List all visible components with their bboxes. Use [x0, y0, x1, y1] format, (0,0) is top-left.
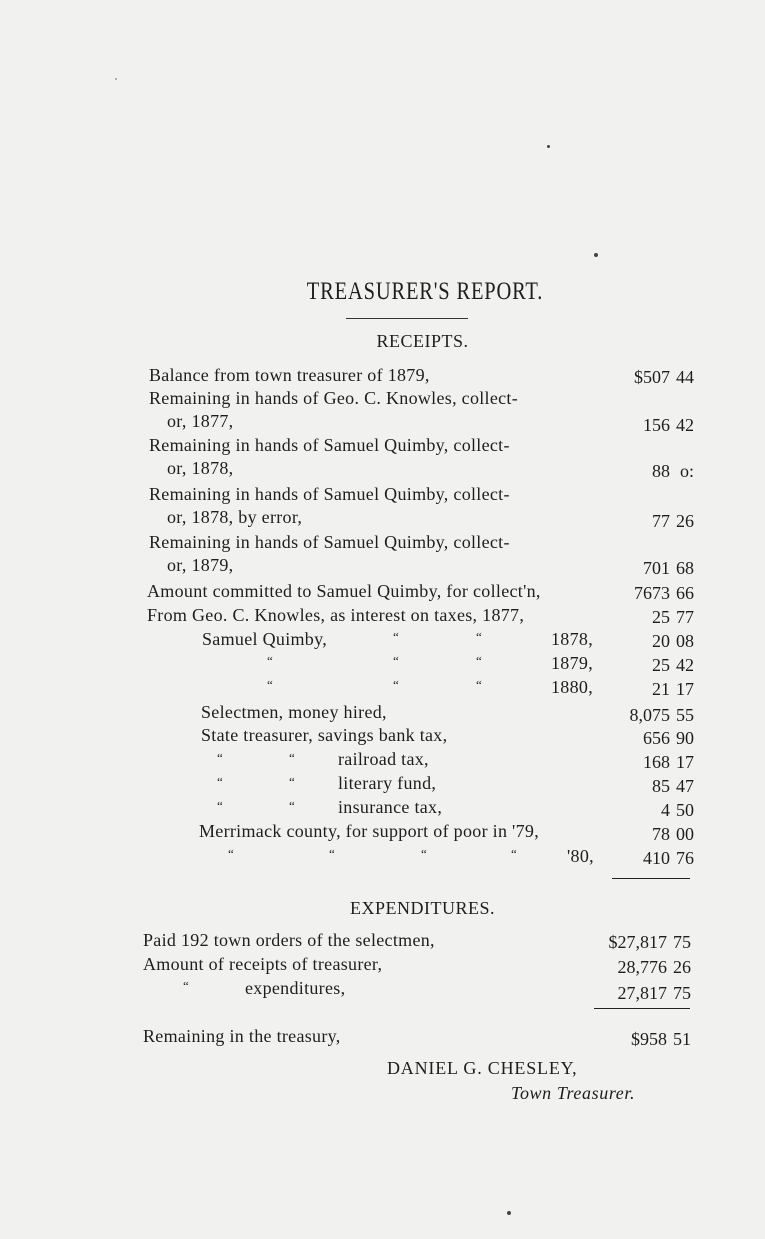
expenditure-amount: $27,817 75 — [608, 932, 691, 952]
receipt-amount: 410 76 — [643, 848, 694, 868]
ditto-mark: “ — [289, 750, 295, 765]
ditto-mark: “ — [393, 653, 399, 668]
ditto-mark: “ — [217, 750, 223, 765]
ditto-mark: “ — [183, 978, 189, 993]
receipt-line: 1879, — [551, 653, 593, 673]
receipt-amount: 78 00 — [652, 824, 694, 844]
remaining-label: Remaining in the treasury, — [143, 1026, 341, 1046]
ditto-mark: “ — [393, 677, 399, 692]
receipt-line: '80, — [567, 846, 594, 866]
expenditure-amount: 27,817 75 — [617, 983, 691, 1003]
expenditure-amount: 28,776 26 — [617, 957, 691, 977]
paper-speck — [594, 253, 598, 257]
ditto-mark: “ — [267, 677, 273, 692]
receipt-amount: 156 42 — [643, 415, 694, 435]
receipt-line: Selectmen, money hired, — [201, 702, 387, 722]
ditto-mark: “ — [421, 846, 427, 861]
title-rule — [346, 318, 468, 319]
receipt-line: From Geo. C. Knowles, as interest on taxes, 1877, — [147, 605, 525, 625]
signature-role: Town Treasurer. — [511, 1083, 636, 1103]
receipt-amount: 4 50 — [661, 800, 694, 820]
receipt-line: 1880, — [551, 677, 593, 697]
receipt-amount: 25 77 — [652, 607, 694, 627]
receipt-line: 1878, — [551, 629, 593, 649]
receipt-line: or, 1878, — [167, 458, 234, 478]
ditto-mark: “ — [289, 798, 295, 813]
receipts-heading: RECEIPTS. — [376, 331, 469, 351]
receipt-line: insurance tax, — [338, 797, 443, 817]
receipt-amount: 8,075 55 — [629, 705, 694, 725]
receipt-line: literary fund, — [338, 773, 437, 793]
receipt-line: Samuel Quimby, — [202, 629, 328, 649]
receipt-line: Merrimack county, for support of poor in '79, — [199, 821, 540, 841]
page-title: TREASURER'S REPORT. — [306, 278, 544, 305]
receipt-line: Balance from town treasurer of 1879, — [149, 365, 430, 385]
receipt-line: Remaining in hands of Samuel Quimby, collect- — [149, 435, 510, 455]
paper-speck — [507, 1211, 511, 1215]
ditto-mark: “ — [476, 677, 482, 692]
ditto-mark: “ — [217, 798, 223, 813]
receipt-amount: 77 26 — [652, 511, 694, 531]
receipt-line: or, 1878, by error, — [167, 507, 303, 527]
ditto-mark: “ — [217, 774, 223, 789]
receipt-line: Amount committed to Samuel Quimby, for collect'n, — [147, 581, 541, 601]
remaining-amount: $958 51 — [631, 1029, 691, 1049]
receipt-amount: $507 44 — [634, 367, 694, 387]
receipt-amount: 25 42 — [652, 655, 694, 675]
signature-name: DANIEL G. CHESLEY, — [387, 1058, 578, 1078]
receipt-line: Remaining in hands of Geo. C. Knowles, collect- — [149, 388, 519, 408]
expenditure-line: Amount of receipts of treasurer, — [143, 954, 383, 974]
ditto-mark: “ — [329, 846, 335, 861]
total-rule — [594, 1008, 690, 1009]
expenditure-line: expenditures, — [245, 978, 346, 998]
ditto-mark: “ — [393, 629, 399, 644]
ditto-mark: “ — [228, 846, 234, 861]
paper-speck — [115, 78, 117, 80]
receipt-amount: 168 17 — [643, 752, 694, 772]
receipt-line: Remaining in hands of Samuel Quimby, collect- — [149, 484, 510, 504]
total-rule — [612, 878, 690, 879]
receipt-amount: 701 68 — [643, 558, 694, 578]
ditto-mark: “ — [511, 846, 517, 861]
receipt-line: railroad tax, — [338, 749, 429, 769]
receipt-line: or, 1879, — [167, 555, 234, 575]
receipt-amount: 20 08 — [652, 631, 694, 651]
receipt-amount: 656 90 — [643, 728, 694, 748]
paper-speck — [547, 145, 550, 148]
ditto-mark: “ — [476, 653, 482, 668]
ditto-mark: “ — [289, 774, 295, 789]
receipt-amount: 7673 66 — [634, 583, 694, 603]
receipt-amount: 85 47 — [652, 776, 694, 796]
ditto-mark: “ — [267, 653, 273, 668]
receipt-amount: 88 o: — [652, 461, 694, 481]
ditto-mark: “ — [476, 629, 482, 644]
expenditures-heading: EXPENDITURES. — [350, 898, 495, 918]
receipt-amount: 21 17 — [652, 679, 694, 699]
expenditure-line: Paid 192 town orders of the selectmen, — [143, 930, 435, 950]
receipt-line: or, 1877, — [167, 411, 234, 431]
receipt-line: State treasurer, savings bank tax, — [201, 725, 448, 745]
receipt-line: Remaining in hands of Samuel Quimby, collect- — [149, 532, 510, 552]
